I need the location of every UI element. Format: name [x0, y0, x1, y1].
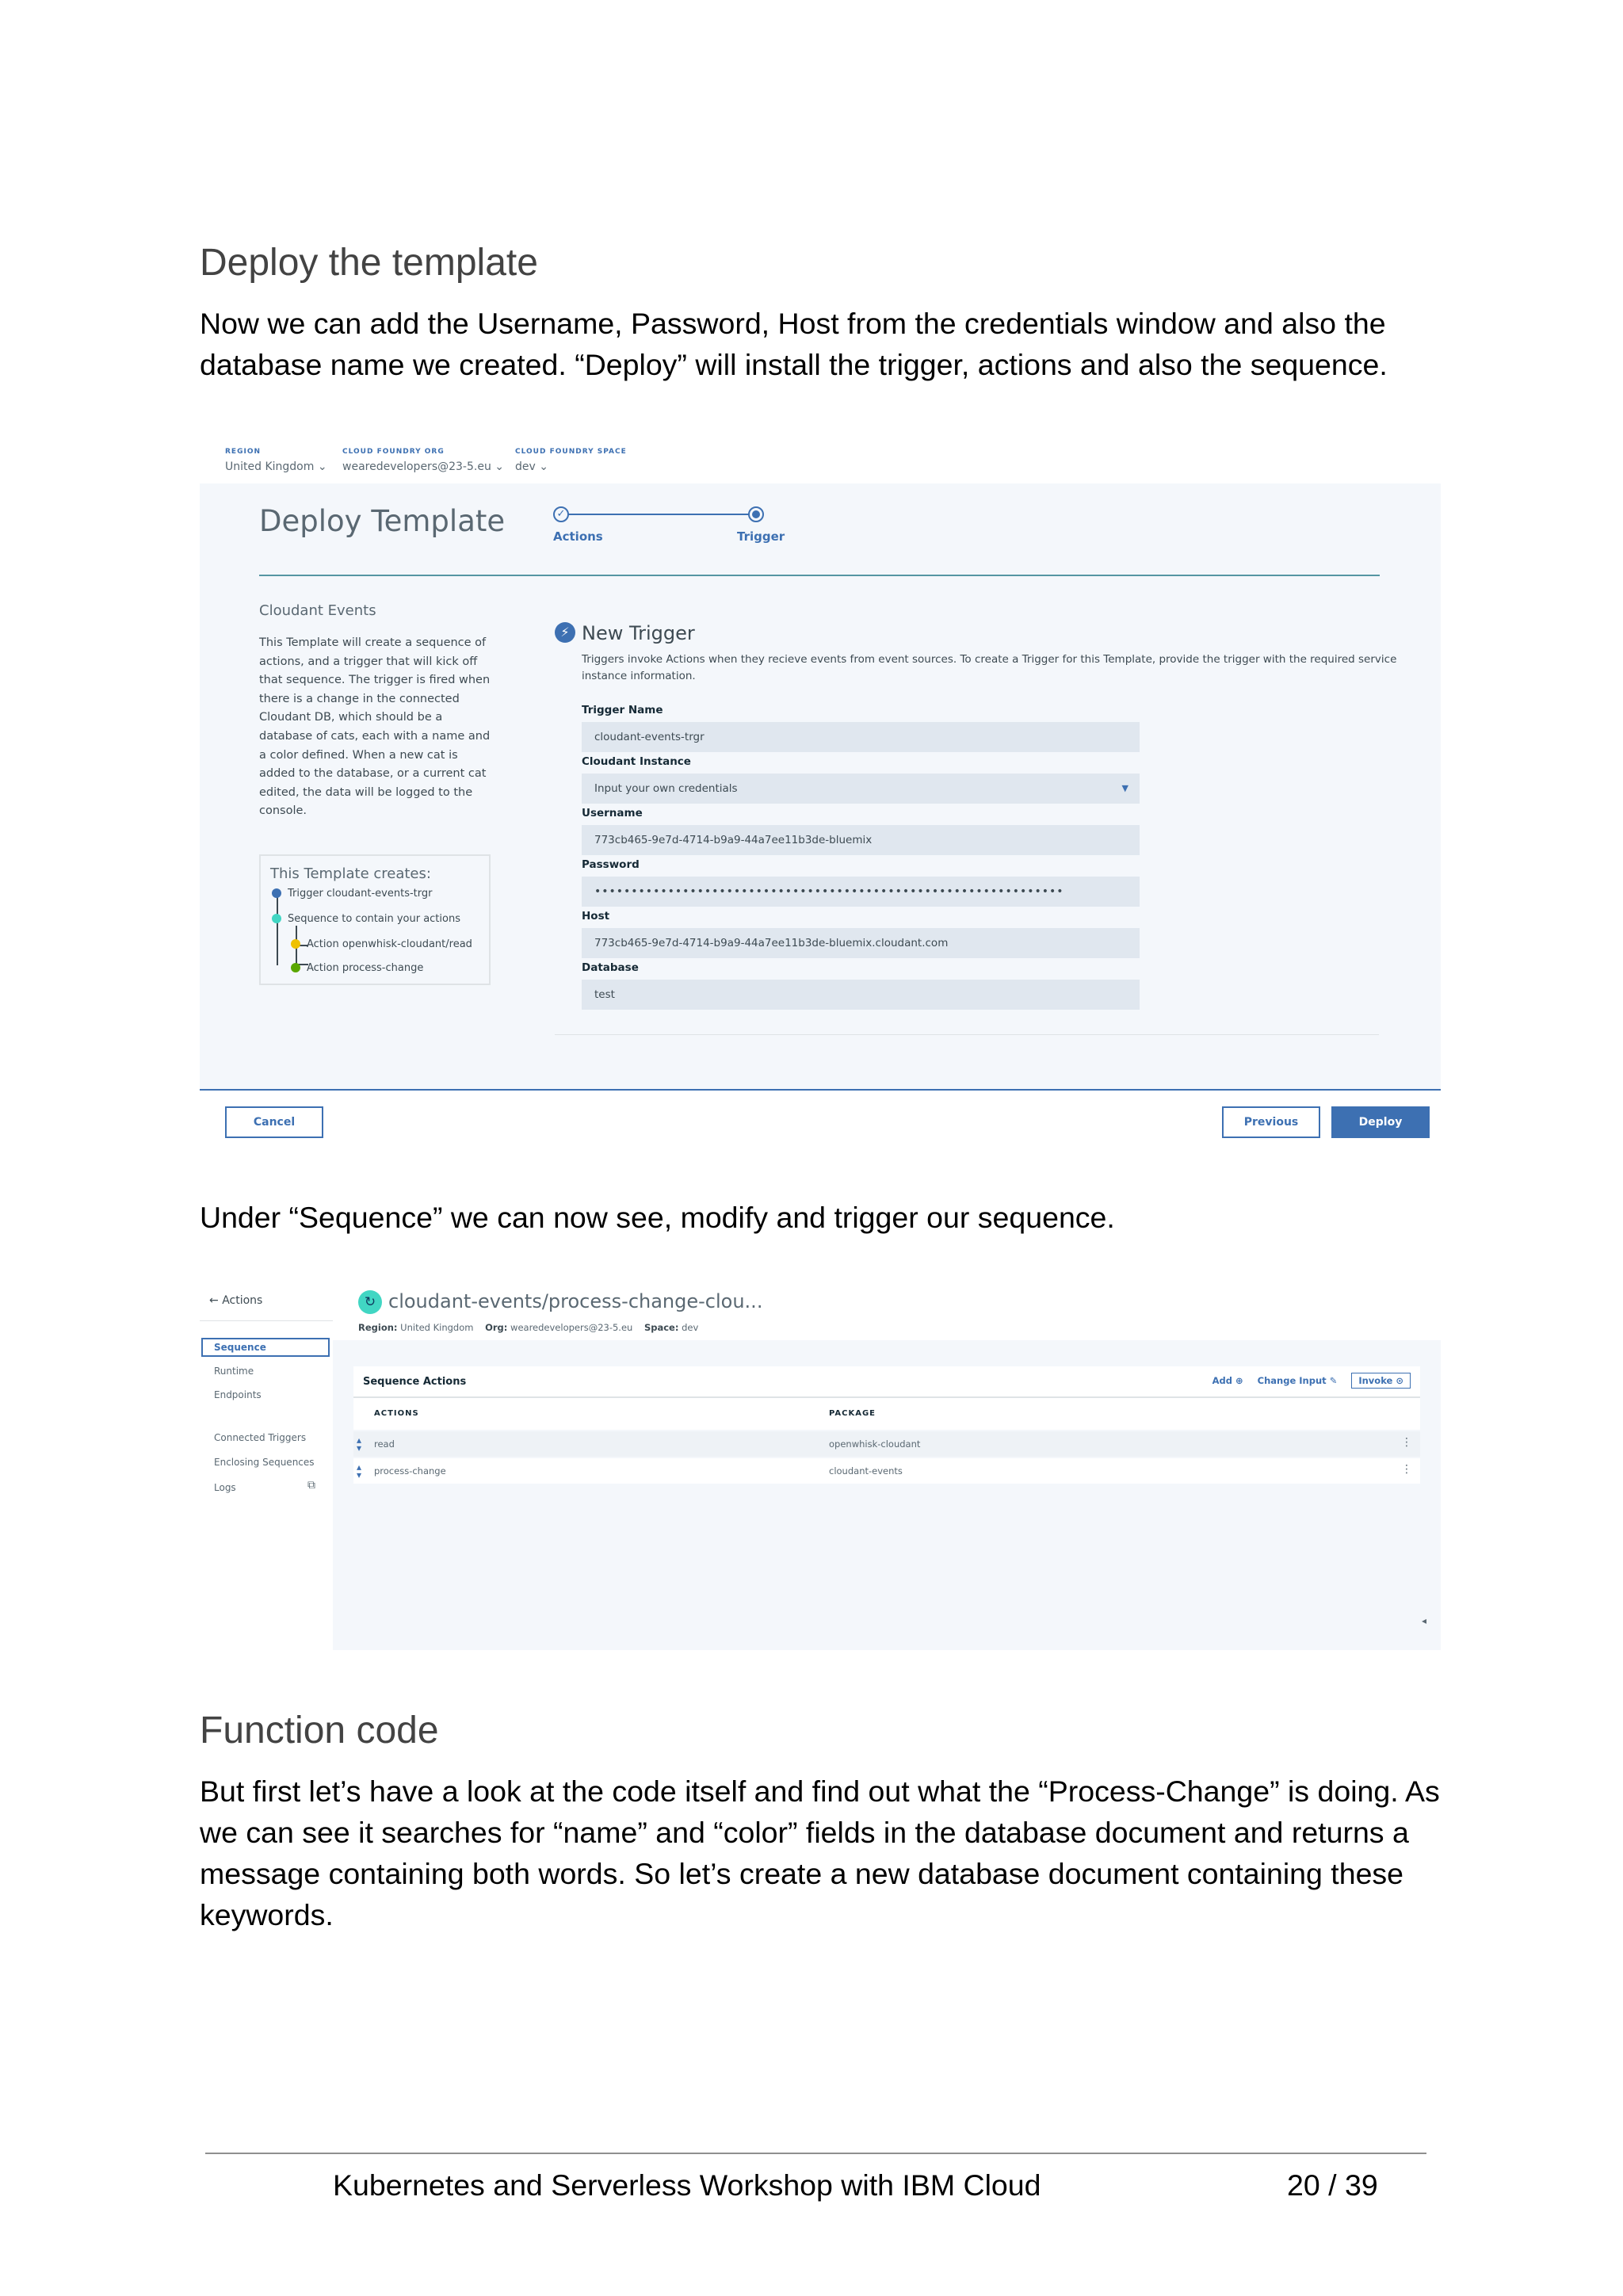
table-row[interactable]	[353, 1458, 1420, 1484]
sequence-screenshot	[200, 1282, 1441, 1650]
space-value: dev	[515, 460, 536, 473]
creates-item-label: Trigger cloudant-events-trgr	[288, 888, 433, 900]
sidebar-divider	[200, 1320, 333, 1321]
chevron-down-icon: ⌄	[539, 460, 548, 473]
invoke-label: Invoke	[1358, 1375, 1393, 1386]
cloudant-instance-value: Input your own credentials	[594, 782, 738, 795]
database-label: Database	[582, 961, 639, 974]
username-label: Username	[582, 807, 643, 819]
deploy-template-title: Deploy Template	[259, 504, 506, 538]
deploy-template-panel	[200, 483, 1441, 1091]
creates-item-label: Action process-change	[307, 962, 424, 974]
page-number: 20 / 39	[1287, 2168, 1378, 2202]
table-row[interactable]	[353, 1431, 1420, 1457]
sidebar-item-logs[interactable]: Logs	[214, 1482, 236, 1493]
form-divider	[555, 1034, 1379, 1035]
add-label: Add	[1212, 1375, 1232, 1386]
section-paragraph-sequence: Under “Sequence” we can now see, modify and trigger our sequence.	[200, 1201, 1115, 1234]
region-value: United Kingdom	[225, 460, 315, 473]
host-label: Host	[582, 910, 610, 923]
card-toolbar	[1201, 1373, 1411, 1389]
card-title: Sequence Actions	[363, 1376, 467, 1388]
trigger-icon	[272, 888, 281, 898]
creates-item-label: Action openwhisk-cloudant/read	[307, 938, 472, 950]
add-button[interactable]	[1212, 1375, 1243, 1386]
current-step-icon	[748, 506, 764, 522]
region-label: REGION	[225, 448, 261, 456]
sequence-meta	[358, 1322, 698, 1333]
change-input-button[interactable]	[1258, 1375, 1338, 1386]
trigger-icon: ⚡	[555, 622, 575, 643]
sequence-actions-card	[353, 1366, 1420, 1525]
space-selector[interactable]	[515, 448, 627, 473]
row-action: read	[374, 1438, 395, 1450]
invoke-button[interactable]	[1351, 1373, 1411, 1389]
sidebar-item-connected-triggers[interactable]: Connected Triggers	[214, 1432, 307, 1443]
play-circle-icon: ⊙	[1396, 1375, 1403, 1386]
action-icon	[291, 963, 300, 972]
caret-down-icon: ▼	[1121, 783, 1128, 793]
column-header-package: PACKAGE	[829, 1409, 876, 1418]
overflow-menu-icon[interactable]: ⋮	[1401, 1463, 1412, 1476]
trigger-name-input[interactable]: cloudant-events-trgr	[582, 722, 1140, 752]
back-to-actions[interactable]	[209, 1294, 262, 1307]
arrow-left-icon: ←	[209, 1294, 219, 1307]
sidebar	[200, 1282, 333, 1650]
footer-title: Kubernetes and Serverless Workshop with IBM Cloud	[333, 2168, 1041, 2202]
host-input[interactable]: 773cb465-9e7d-4714-b9a9-44a7ee11b3de-bluemix.cloudant.com	[582, 928, 1140, 958]
section-paragraph-function: But first let’s have a look at the code itself and find out what the “Process-Change” is doing. As we can see it searches for “name” and “color” fields in the database document and returns a message containing both words. So let’s create a new database document containing these keywords.	[200, 1775, 1440, 1931]
deploy-template-screenshot	[200, 440, 1441, 1133]
section-paragraph-deploy: Now we can add the Username, Password, Host from the credentials window and also the database name we created. “Deploy” will install the trigger, actions and also the sequence.	[200, 307, 1388, 381]
sidebar-item-runtime[interactable]: Runtime	[214, 1366, 254, 1377]
creates-item-trigger	[272, 888, 432, 900]
action-icon	[291, 939, 300, 949]
org-selector[interactable]	[342, 448, 504, 473]
meta-org: wearedevelopers@23-5.eu	[510, 1322, 633, 1333]
progress-line	[567, 514, 754, 515]
new-trigger-description: Triggers invoke Actions when they recieve events from event sources. To create a Trigger for this Template, provide the trigger with the required service instance information.	[582, 653, 1397, 682]
change-input-label: Change Input	[1257, 1375, 1327, 1386]
external-link-icon[interactable]: ⧉	[307, 1479, 315, 1492]
creates-title: This Template creates:	[270, 865, 431, 882]
template-description: This Template will create a sequence of actions, and a trigger that will kick off that sequence. The trigger is fired when there is a change in the connected Cloudant DB, which should be a database of cats, each with a name and a color defined. When a new cat is added to the database, or a current cat edited, the data will be logged to the console.	[259, 636, 491, 818]
row-package: openwhisk-cloudant	[829, 1438, 921, 1450]
sidebar-item-endpoints[interactable]: Endpoints	[214, 1389, 262, 1400]
sequence-title: cloudant-events/process-change-clou...	[388, 1290, 763, 1312]
org-label: CLOUD FOUNDRY ORG	[342, 448, 445, 456]
step-actions[interactable]: Actions	[553, 529, 603, 544]
new-trigger-title: New Trigger	[582, 622, 695, 644]
step-trigger[interactable]: Trigger	[737, 529, 785, 544]
sidebar-item-sequence[interactable]: Sequence	[201, 1338, 330, 1357]
row-package: cloudant-events	[829, 1465, 903, 1477]
scroll-left-icon[interactable]: ◂	[1422, 1615, 1427, 1626]
tree-connector	[277, 892, 278, 965]
row-action: process-change	[374, 1465, 446, 1477]
chevron-down-icon: ⌄	[317, 460, 327, 473]
back-label: Actions	[222, 1294, 263, 1307]
meta-org-label: Org:	[485, 1322, 508, 1333]
checkmark-icon: ✓	[553, 506, 569, 522]
deploy-button[interactable]: Deploy	[1331, 1106, 1430, 1138]
section-heading-function: Function code	[200, 1710, 439, 1752]
sidebar-item-enclosing-sequences[interactable]: Enclosing Sequences	[214, 1457, 315, 1468]
trigger-name-label: Trigger Name	[582, 704, 663, 716]
space-label: CLOUD FOUNDRY SPACE	[515, 448, 627, 456]
username-input[interactable]: 773cb465-9e7d-4714-b9a9-44a7ee11b3de-bluemix	[582, 825, 1140, 855]
plus-circle-icon: ⊕	[1235, 1375, 1243, 1386]
creates-item-action-read	[291, 938, 472, 950]
meta-space: dev	[682, 1322, 699, 1333]
pencil-icon: ✎	[1329, 1375, 1338, 1386]
password-label: Password	[582, 858, 640, 871]
cloudant-instance-select[interactable]	[582, 774, 1140, 804]
card-header	[353, 1366, 1420, 1398]
creates-item-action-process	[291, 962, 423, 974]
cloudant-instance-label: Cloudant Instance	[582, 755, 691, 768]
region-selector[interactable]	[225, 448, 327, 473]
overflow-menu-icon[interactable]: ⋮	[1401, 1436, 1412, 1449]
creates-item-label: Sequence to contain your actions	[288, 913, 460, 925]
reorder-icon[interactable]: ▴ ▾	[357, 1461, 362, 1480]
section-heading-deploy: Deploy the template	[200, 242, 538, 284]
database-input[interactable]: test	[582, 980, 1140, 1010]
sequence-icon	[272, 914, 281, 923]
column-header-actions: ACTIONS	[374, 1409, 419, 1418]
password-input[interactable]: ••••••••••••••••••••••••••••••••••••••••••••••••••••••••••••••••	[582, 877, 1140, 907]
org-value: wearedevelopers@23-5.eu	[342, 460, 491, 473]
template-creates-box	[259, 854, 491, 985]
sequence-icon: ↻	[358, 1290, 382, 1314]
reorder-icon[interactable]: ▴ ▾	[357, 1435, 362, 1454]
header-divider	[259, 575, 1380, 576]
previous-button[interactable]: Previous	[1222, 1106, 1320, 1138]
table-header	[353, 1398, 1420, 1430]
creates-item-sequence	[272, 913, 460, 925]
meta-space-label: Space:	[643, 1322, 679, 1333]
template-name: Cloudant Events	[259, 602, 376, 619]
footer-divider	[205, 2153, 1426, 2154]
cancel-button[interactable]: Cancel	[225, 1106, 323, 1138]
chevron-down-icon: ⌄	[495, 460, 505, 473]
meta-region-label: Region:	[358, 1322, 398, 1333]
meta-region: United Kingdom	[400, 1322, 474, 1333]
